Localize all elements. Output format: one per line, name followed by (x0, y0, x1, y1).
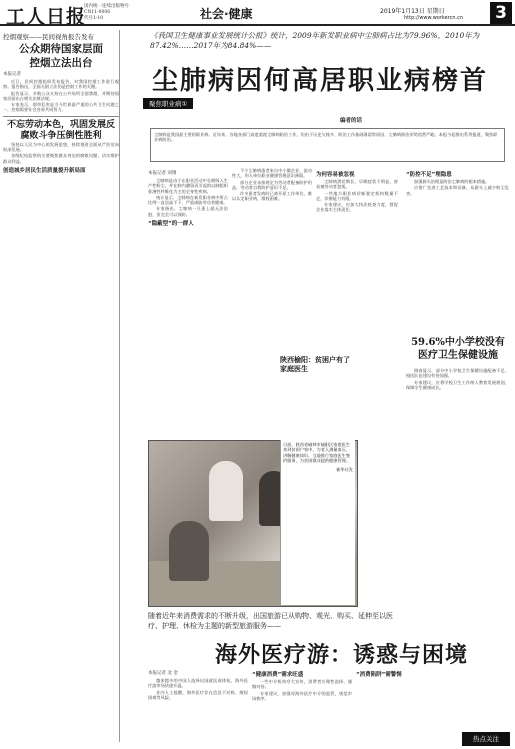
masthead-info-line: 代号1-10 (84, 16, 104, 21)
main-column-4 (406, 168, 509, 197)
editor-note-title: 编者的话 (340, 118, 363, 124)
left-byline: 本报记者 (3, 72, 21, 77)
bottom-subhead: “健康消费”需求旺盛 (252, 672, 304, 678)
main-column-3 (316, 168, 398, 214)
page-number: 3 (490, 2, 512, 24)
left-headline-2: 控烟立法出台 (29, 57, 93, 69)
main-paragraph: 专家指出，尘肺病一旦患上就无法治愈，但完全可以预防。 (148, 206, 228, 217)
bottom-column-2 (252, 668, 352, 702)
left-paragraph: 近日，民间控烟组织发布报告，对我国控烟工作进行观察。报告指出，全面无烟立法仍是控烟工作的关键。 (3, 79, 119, 90)
photo-caption-title: 陕西榆阳：贫困户有了家庭医生 (280, 355, 350, 373)
left-paragraph: 各级纪检监察机关要聚焦群众身边的腐败问题，切实维护群众利益。 (3, 153, 119, 164)
main-paragraph: 许多患者发病时已离开原工作单位，难以认定职业病，维权困难。 (232, 191, 312, 202)
main-paragraph: 应推广先进工艺技术和设备，从源头上减少粉尘危害。 (406, 185, 509, 196)
main-paragraph: 部分企业未按规定为劳动者配备防护用品，劳动者自我防护意识不足。 (232, 179, 312, 190)
sidebar-body (406, 368, 509, 391)
masthead-info (84, 4, 129, 22)
masthead-info-line: CN11-0006 (84, 10, 111, 15)
footer-label: 热点关注 (462, 732, 510, 746)
main-subhead: 为何容易被忽视 (316, 172, 355, 178)
main-paragraph: 尘肺病潜伏期长，早期症状不明显，容易被劳动者忽视。 (316, 179, 398, 190)
main-headline: 尘肺病因何高居职业病榜首 (151, 66, 488, 96)
newspaper-logo: 工人日报 (6, 6, 87, 28)
left-headline-1: 公众期待国家层面 (19, 43, 103, 55)
main-paragraph: 专家建议，应加大执法检查力度，督促企业落实主体责任。 (316, 202, 398, 213)
series-tag: 聚焦职业病① (143, 98, 193, 109)
photo-credit: 新华社发 (336, 466, 353, 472)
left-kicker: 控烟观察——民间视角报告发布 (3, 33, 94, 41)
masthead-info-line: 国内统一连续出版物号 (84, 4, 129, 9)
sidebar-paragraph: 调查显示，部分中小学校卫生保健设施配备不足，校医队伍建设有待加强。 (406, 368, 509, 379)
left-column (3, 30, 120, 742)
left-paragraph: 专家表示，烟草危害是当今世界最严重的公共卫生问题之一，控烟需要社会各界共同努力。 (3, 102, 119, 113)
divider (3, 116, 119, 117)
bottom-paragraph: 业内人士提醒，海外医疗存在信息不对称、维权困难等风险。 (148, 689, 248, 700)
bottom-paragraph: 一些中介机构夸大宣传，消费者应理性选择，谨慎对待。 (252, 679, 352, 690)
photo-caption (280, 440, 355, 605)
bottom-headline: 海外医疗游：诱惑与困境 (215, 642, 469, 668)
sidebar-paragraph: 专家建议，应将学校卫生工作纳入教育发展规划，保障学生健康成长。 (406, 379, 509, 390)
left-subhead: 创造城乡居民生活质量提升新局面 (3, 167, 86, 174)
main-paragraph: 加强源头治理是防治尘肺病的根本措施。 (414, 179, 490, 184)
main-subhead: “隐蔽型”的一群人 (148, 221, 194, 228)
main-subhead: “防控不足”埋隐患 (406, 172, 452, 178)
photo-figure-shape (169, 521, 209, 581)
bottom-byline: 本报记者 北 金 (148, 671, 178, 676)
masthead (0, 0, 515, 26)
left-paragraph: 坚持以人民为中心的发展思想，持续推进全面从严治党向纵深发展。 (3, 141, 119, 153)
main-byline: 本报记者 刘翔 (148, 171, 177, 176)
main-deck: 《我国卫生健康事业发展统计公报》统计，2009年新发职业病中尘肺病占比为79.96%，2010年为87.42%……2017年为84.84%—— (150, 31, 480, 50)
main-column-2 (232, 168, 312, 203)
website-link[interactable]: http://www.workercn.cn (404, 15, 464, 21)
bottom-subhead: “消费陷阱”需警惕 (356, 672, 402, 678)
section-name: 社会·健康 (200, 7, 253, 21)
left-paragraph: 报告显示，多数公众支持在公共场所全面禁烟，并期待国家层面出台相关法律法规。 (3, 90, 119, 101)
main-paragraph: 尘肺病是由于在职业活动中长期吸入生产性粉尘，并在肺内潴留而引起的以肺组织弥漫性纤维化为主的全身性疾病。 (148, 178, 228, 194)
editor-note-box: 尘肺病是我国最主要的职业病。近年来，各地各部门高度重视尘肺病防治工作，但由于历史欠账多、防治工作基础薄弱等原因，尘肺病防治形势依然严峻。本报今起推出系列报道，聚焦职业病防治。 (150, 128, 505, 162)
issue-date: 2019年1月13日 星期日 (380, 8, 445, 15)
bottom-column-3 (356, 668, 456, 679)
main-column-1 (148, 168, 228, 228)
bottom-paragraph: 越来越多的中国人选择出国就医或体检，海外医疗游市场快速升温。 (148, 678, 248, 689)
bottom-column-1 (148, 668, 248, 701)
photo-figure-shape (209, 461, 243, 521)
left-headline-3: 不忘劳动本色，巩固发展反腐败斗争压倒性胜利 (6, 119, 115, 141)
bottom-paragraph: 专家建议，加强对海外医疗中介的监管，规范市场秩序。 (252, 690, 352, 701)
main-paragraph: 一些地方职业病诊断鉴定机构数量不足，诊断能力有限。 (316, 190, 398, 201)
photo-caption-text: 日前，陕西省榆林市榆阳区家庭医生来到贫困户家中，为老人测量血压、讲解健康知识。当地推行家庭医生签约服务，为贫困群众提供健康管理。 (283, 442, 351, 464)
main-paragraph: 不少尘肺病患者来自中小微企业，流动性大，用人单位职业健康管理意识薄弱。 (232, 168, 312, 179)
bottom-deck: 随着近年来消费需求的不断升级，出国旅游已从购物、观光、购买、延伸至以医疗、护理、休检为主题的新型旅游服务—— (148, 612, 393, 630)
sidebar-headline: 59.6%中小学校没有医疗卫生保健设施 (411, 337, 505, 361)
main-paragraph: 统计显示，尘肺病在新发职业病中所占比例一直居高不下，严重威胁劳动者健康。 (148, 194, 228, 206)
